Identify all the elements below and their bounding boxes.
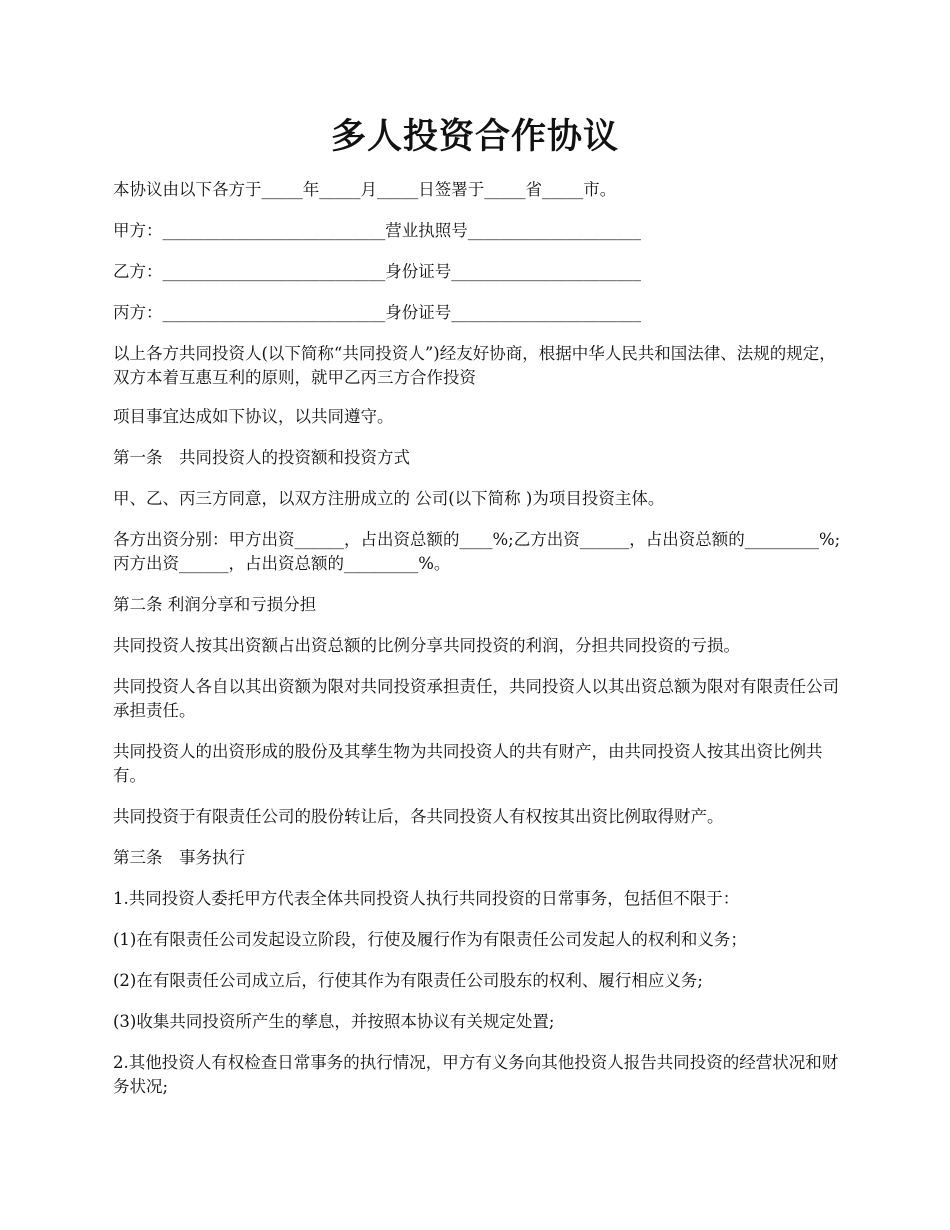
article-3-clause-1: 1.共同投资人委托甲方代表全体共同投资人执行共同投资的日常事务，包括但不限于：	[113, 889, 740, 908]
preamble-continuation: 项目事宜达成如下协议，以共同遵守。	[113, 407, 394, 426]
article-2-heading: 第二条 利润分享和亏损分担	[113, 595, 317, 614]
article-2-clause-3: 共同投资人的出资形成的股份及其孳生物为共同投资人的共有财产，由共同投资人按其出资比例共有。	[113, 742, 823, 785]
article-3-clause-2: 2.其他投资人有权检查日常事务的执行情况，甲方有义务向其他投资人报告共同投资的经营状况和财务状况;	[113, 1053, 839, 1096]
article-3-item-3: (3)收集共同投资所产生的孳息，并按照本协议有关规定处置;	[113, 1012, 555, 1031]
article-2-clause-1: 共同投资人按其出资额占出资总额的比例分享共同投资的利润，分担共同投资的亏损。	[113, 636, 740, 655]
signing-date-line: 本协议由以下各方于_____年_____月_____日签署于_____省_____市。	[113, 180, 617, 199]
preamble-paragraph: 以上各方共同投资人(以下简称“共同投资人”)经友好协商，根据中华人民共和国法律、法规的规定，双方本着互惠互利的原则，就甲乙丙三方合作投资	[113, 344, 836, 387]
party-a-line: 甲方：___________________________营业执照号_____________________	[113, 221, 641, 240]
article-3-heading: 第三条 事务执行	[113, 848, 245, 867]
article-2-clause-4: 共同投资于有限责任公司的股份转让后，各共同投资人有权按其出资比例取得财产。	[113, 807, 724, 826]
article-1-clause-1: 甲、乙、丙三方同意，以双方注册成立的 公司(以下简称 )为项目投资主体。	[113, 489, 665, 508]
document-title: 多人投资合作协议	[330, 116, 619, 157]
article-3-item-1: (1)在有限责任公司发起设立阶段，行使及履行作为有限责任公司发起人的权利和义务；	[113, 930, 747, 949]
article-1-clause-2: 各方出资分别：甲方出资______，占出资总额的____%;乙方出资______，占出资总额的_________%;丙方出资______，占出资总额的_________%。	[113, 530, 841, 573]
article-1-heading: 第一条 共同投资人的投资额和投资方式	[113, 448, 410, 467]
article-2-clause-2: 共同投资人各自以其出资额为限对共同投资承担责任，共同投资人以其出资总额为限对有限责任公司承担责任。	[113, 677, 839, 720]
party-b-line: 乙方：___________________________身份证号_______________________	[113, 262, 641, 281]
article-3-item-2: (2)在有限责任公司成立后，行使其作为有限责任公司股东的权利、履行相应义务;	[113, 971, 703, 990]
party-c-line: 丙方：___________________________身份证号_______________________	[113, 303, 641, 322]
document-body	[113, 178, 843, 1116]
